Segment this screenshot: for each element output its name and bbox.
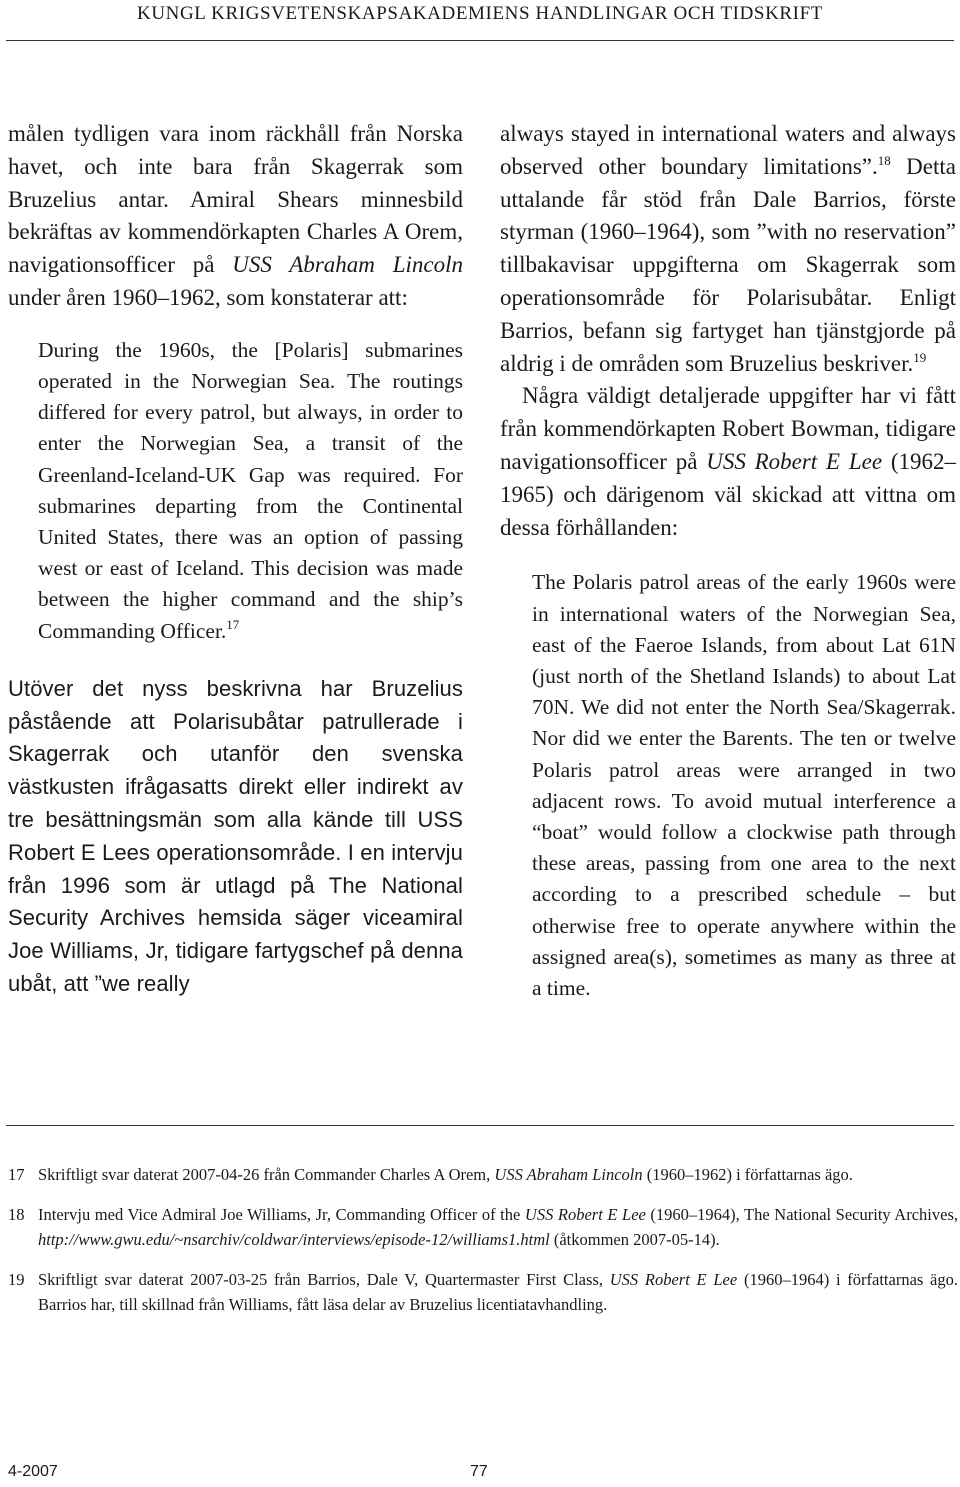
issue-label: 4-2007 — [8, 1463, 58, 1480]
left-p1-text-a: målen tydligen vara inom räckhåll från Norska havet, och inte bara från Skagerrak som Bruzelius antar. Amiral Shears minnesbild bekräftas av kommendörkapten Charles A Orem, navigationsofficer på — [8, 121, 463, 278]
footnote-text-b: (1960–1964) i författarnas ägo. Barrios har, till skillnad från Williams, fått läsa delar av Bruzelius licentiatavhandling. — [38, 1269, 959, 1314]
footnote-19 — [8, 1267, 958, 1318]
right-paragraph-1 — [500, 118, 956, 380]
footnote-number: 18 — [8, 1204, 25, 1224]
footnote-text-b: (1960–1964), The National Security Archives, — [645, 1204, 958, 1224]
footnote-ref-18[interactable]: 18 — [877, 152, 891, 168]
left-p1-text-b: under åren 1960–1962, som konstaterar att: — [8, 284, 408, 310]
right-p2-text-b: (1962–1965) och därigenom väl skickad att vittna om dessa förhållanden: — [500, 448, 956, 540]
footnote-text-b: (1960–1962) i författarnas ägo. — [642, 1165, 853, 1184]
footnote-text — [38, 1202, 958, 1253]
footnote-ship-name: USS Robert E Lee — [609, 1269, 738, 1289]
footnote-ship-name: USS Abraham Lincoln — [494, 1165, 643, 1184]
footnote-text-a: Intervju med Vice Admiral Joe Williams, Jr, Commanding Officer of the — [38, 1204, 525, 1224]
left-paragraph-2: Utöver det nyss beskrivna har Bruzelius påstående att Polarisubåtar patrullerade i Skagerrak och utanför den svenska västkusten ifrågasatts direkt eller indirekt av tre besättningsmän som alla kände till USS Robert E Lees operationsområde. I en intervju från 1996 som är utlagd på The National Security Archives hemsida säger viceamiral Joe Williams, Jr, tidigare fartygschef på denna ubåt, att ”we really — [8, 675, 463, 996]
left-quote — [38, 335, 463, 647]
right-p2-text-a: Några väldigt detaljerade uppgifter har vi fått från kommendörkapten Robert Bowman, tidigare navigationsofficer på — [500, 383, 956, 474]
left-column — [8, 118, 463, 1001]
footnote-ref-19[interactable]: 19 — [913, 349, 927, 365]
footnote-text — [38, 1267, 958, 1318]
footnote-number: 19 — [8, 1269, 25, 1289]
footnote-number: 17 — [8, 1165, 25, 1184]
left-p1-ship-name: USS Abraham Lincoln — [232, 252, 463, 278]
footnote-18 — [8, 1202, 958, 1253]
right-column — [500, 118, 956, 1004]
footnote-text-a: Skriftligt svar daterat 2007-04-26 från Commander Charles A Orem, — [38, 1165, 495, 1184]
journal-header: KUNGL KRIGSVETENSKAPSAKADEMIENS HANDLINGAR OCH TIDSKRIFT — [137, 3, 823, 24]
footnote-text-c: (åtkommen 2007-05-14). — [549, 1230, 720, 1249]
footnote-url-link[interactable]: http://www.gwu.edu/~nsarchiv/coldwar/interviews/episode-12/williams1.html — [38, 1230, 550, 1249]
footnote-ref-17[interactable]: 17 — [226, 616, 240, 632]
footnote-rule — [6, 1125, 954, 1126]
footnote-text-a: Skriftligt svar daterat 2007-03-25 från Barrios, Dale V, Quartermaster First Class, — [38, 1269, 610, 1289]
footnotes — [8, 1162, 958, 1332]
footnote-text — [38, 1162, 958, 1188]
footnote-ship-name: USS Robert E Lee — [524, 1204, 646, 1224]
right-paragraph-2 — [500, 380, 956, 544]
right-p2-ship-name: USS Robert E Lee — [706, 448, 883, 474]
page-number: 77 — [470, 1463, 488, 1480]
right-p1-text-b: Detta uttalande får stöd från Dale Barrios, förste styrman (1960–1964), som ”with no reservation” tillbakavisar uppgifterna om Skagerrak som operationsområde för Polarisubåtar. Enligt Barrios, befann sig fartyget han tjänstgjorde på aldrig i de områden som Bruzelius beskriver. — [500, 153, 956, 376]
footnote-17 — [8, 1162, 958, 1188]
right-p1-text-a: always stayed in international waters and always observed other boundary limitations”. — [500, 121, 956, 179]
header-rule — [6, 40, 954, 41]
left-quote-text: During the 1960s, the [Polaris] submarines operated in the Norwegian Sea. The routings differed for every patrol, but always, in order to enter the Norwegian Sea, a transit of the Greenland-Iceland-UK Gap was required. For submarines departing from the Continental United States, there was an option of passing west or east of Iceland. This decision was made between the higher command and the ship’s Commanding Officer. — [38, 337, 463, 643]
left-paragraph-1 — [8, 118, 463, 315]
right-quote: The Polaris patrol areas of the early 1960s were in international waters of the Norwegian Sea, east of the Faeroe Islands, from about Lat 61N (just north of the Shetland Islands) to about Lat 70N. We did not enter the North Sea/Skagerrak. Nor did we enter the Barents. The ten or twelve Polaris patrol areas were arranged in two adjacent rows. To avoid mutual interference a “boat” would follow a clockwise path through these areas, passing from one area to the next according to a prescribed schedule – but otherwise free to operate anywhere within the assigned area(s), sometimes as many as three at a time. — [532, 570, 956, 1000]
